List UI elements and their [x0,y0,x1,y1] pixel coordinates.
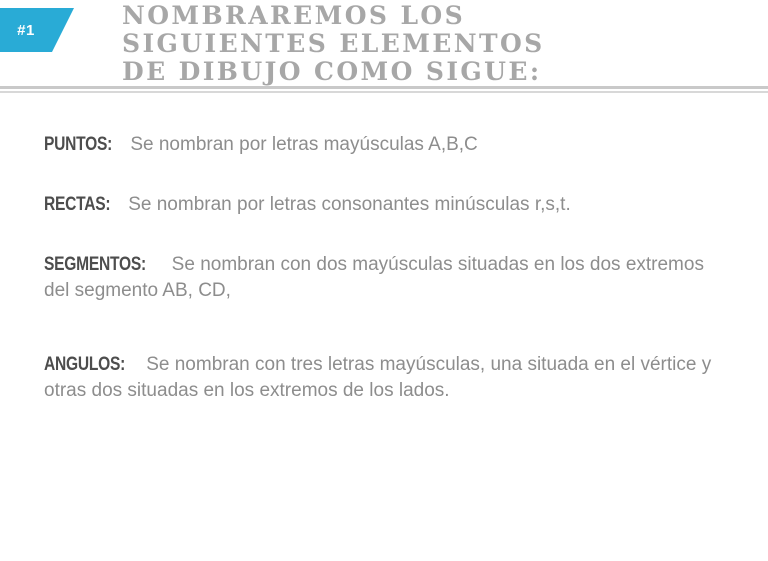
header-divider-thin [0,91,768,93]
definition-item [44,132,728,158]
definition-term: SEGMENTOS: [44,254,147,275]
header-divider [0,86,768,93]
definition-term: ANGULOS: [44,354,126,375]
definition-item [44,352,728,404]
slide-body [44,132,728,404]
slide-header [0,0,768,92]
definition-term: RECTAS: [44,194,111,215]
page-title-line-2: SIGUIENTES ELEMENTOS [122,29,545,58]
definition-item [44,252,728,304]
page-title [122,2,758,86]
definition-description: Se nombran con tres letras mayúsculas, una situada en el vértice y otras dos situadas en los extremos de los lados. [44,354,712,401]
definition-description: Se nombran con dos mayúsculas situadas en los dos extremos del segmento AB, CD, [44,254,704,301]
badge-notch-shape [52,8,74,52]
slide-number-badge [0,8,52,52]
definition-description: Se nombran por letras mayúsculas A,B,C [130,134,478,155]
definition-item [44,192,728,218]
definition-term: PUNTOS: [44,134,113,155]
slide-number-label: #1 [17,21,35,39]
page-title-line-1: NOMBRAREMOS LOS [122,1,466,30]
content-spacer [44,338,728,352]
definition-description: Se nombran por letras consonantes minúsculas r,s,t. [128,194,571,215]
page-title-line-3: DE DIBUJO COMO SIGUE: [122,57,542,86]
